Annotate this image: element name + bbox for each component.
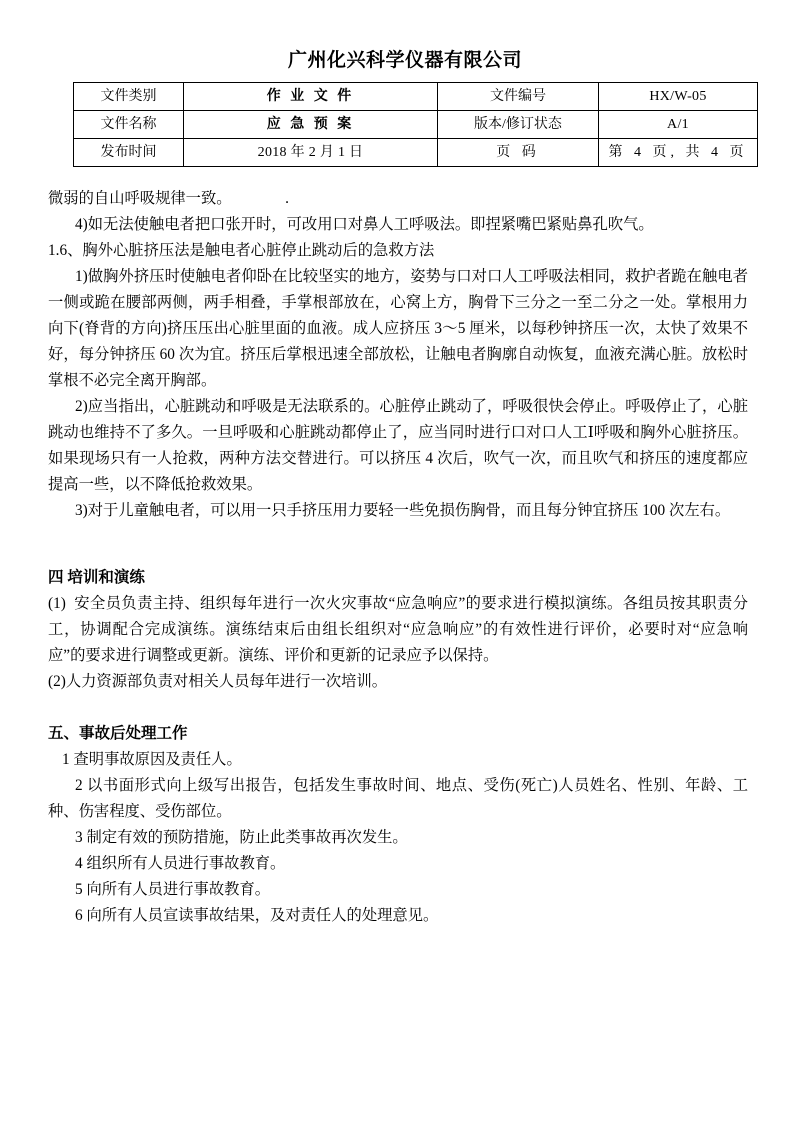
table-row <box>74 83 758 111</box>
cell-revision-value: A/1 <box>599 111 758 139</box>
heading-section-five: 五、事故后处理工作 <box>48 725 188 742</box>
paragraph-item-4: 4)如无法使触电者把口张开时，可改用口对鼻人工呼吸法。即捏紧嘴巴紧贴鼻孔吹气。 <box>75 216 654 233</box>
list-item-five-1: 1 查明事故原因及责任人。 <box>62 751 242 768</box>
paragraph-four-item-1: (1) 安全员负责主持、组织每年进行一次火灾事故“应急响应”的要求进行模拟演练。各组员按其职责分工，协调配合完成演练。演练结束后由组长组织对“应急响应”的有效性进行评价，必要时对“应急响应”的要求进行调整或更新。演练、评价和更新的记录应予以保持。 <box>48 595 748 664</box>
cell-page-value: 第 4 页, 共 4 页 <box>599 139 758 167</box>
paragraph-item-3: 3)对于儿童触电者，可以用一只手挤压用力要轻一些免损伤胸骨，而且每分钟宜挤压 100 次左右。 <box>75 502 731 519</box>
section-spacer <box>48 524 748 565</box>
cell-doc-name-label: 文件名称 <box>74 111 184 139</box>
table-row <box>74 139 758 167</box>
section-spacer <box>48 695 748 721</box>
document-header-table <box>73 82 758 167</box>
paragraph-item-1: 1)做胸外挤压时使触电者仰卧在比较坚实的地方，姿势与口对口人工呼吸法相同，救护者跪在触电者一侧或跪在腰部两侧，两手相叠，手掌根部放在，心窝上方，胸骨下三分之一至二分之一处。掌根用力向下(脊背的方向)挤压压出心脏里面的血液。成人应挤压 3～5 厘米，以每秒钟挤压一次，太快了效果不好，每分钟挤压 60 次为宜。挤压后掌根迅速全部放松，让触电者胸廓自动恢复，血液充满心脏。放松时掌根不必完全离开胸部。 <box>48 268 748 389</box>
list-item-five-4: 4 组织所有人员进行事故教育。 <box>75 855 286 872</box>
cell-issue-date-label: 发布时间 <box>74 139 184 167</box>
document-body <box>48 186 748 929</box>
list-item-five-3: 3 制定有效的预防措施，防止此类事故再次发生。 <box>75 829 408 846</box>
company-title: 广州化兴科学仪器有限公司 <box>287 50 522 71</box>
cell-issue-date-value: 2018 年 2 月 1 日 <box>184 139 438 167</box>
cell-doc-number-label: 文件编号 <box>438 83 599 111</box>
heading-section-four: 四 培训和演练 <box>48 569 145 586</box>
cell-doc-number-value: HX/W-05 <box>599 83 758 111</box>
paragraph-item-2: 2)应当指出，心脏跳动和呼吸是无法联系的。心脏停止跳动了，呼吸很快会停止。呼吸停止了，心脏跳动也维持不了多久。一旦呼吸和心脏跳动都停止了，应当同时进行口对口人工Ⅰ呼吸和胸外心脏挤压。如果现场只有一人抢救，两种方法交替进行。可以挤压 4 次后，吹气一次，而且吹气和挤压的速度都应提高一些，以不降低抢救效果。 <box>48 398 748 493</box>
paragraph-four-item-2: (2)人力资源部负责对相关人员每年进行一次培训。 <box>48 673 388 690</box>
list-item-five-6: 6 向所有人员宣读事故结果，及对责任人的处理意见。 <box>75 907 439 924</box>
list-item-five-2: 2 以书面形式向上级写出报告，包括发生事故时间、地点、受伤(死亡)人员姓名、性别、年龄、工种、伤害程度、受伤部位。 <box>48 777 748 820</box>
list-item-five-5: 5 向所有人员进行事故教育。 <box>75 881 271 898</box>
paragraph-continuation: 微弱的自山呼吸规律一致。 . <box>48 190 289 207</box>
cell-doc-category-label: 文件类别 <box>74 83 184 111</box>
heading-section-1-6: 1.6、胸外心脏挤压法是触电者心脏停止跳动后的急救方法 <box>48 242 435 259</box>
cell-doc-name-value: 应 急 预 案 <box>184 111 438 139</box>
cell-doc-category-value: 作 业 文 件 <box>184 83 438 111</box>
table-row <box>74 111 758 139</box>
cell-page-label: 页 码 <box>438 139 599 167</box>
cell-revision-label: 版本/修订状态 <box>438 111 599 139</box>
